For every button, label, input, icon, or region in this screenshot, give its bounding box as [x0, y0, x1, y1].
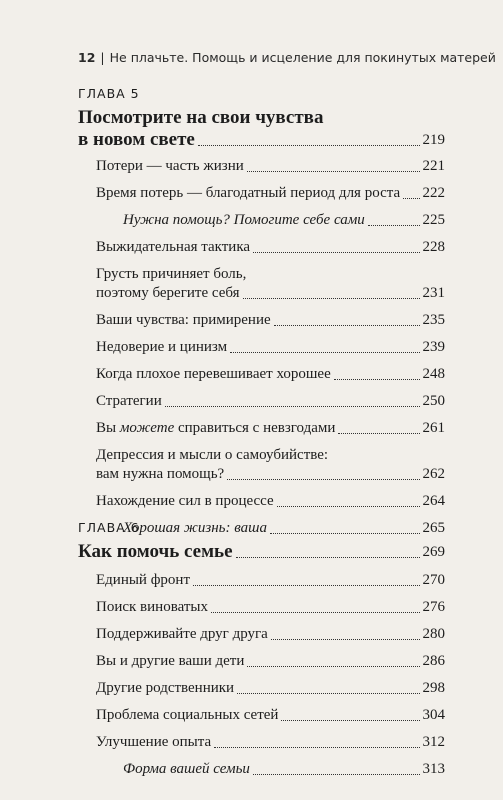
chapter-label: ГЛАВА 6 [78, 520, 140, 535]
dot-leader [368, 225, 420, 226]
running-head-separator: | [100, 50, 105, 65]
dot-leader [237, 693, 419, 694]
page-ref: 286 [422, 653, 445, 669]
page-ref: 304 [422, 707, 445, 723]
page-ref: 248 [422, 366, 445, 382]
toc-entry-multiline[interactable] [78, 265, 445, 303]
toc-entry[interactable] [78, 652, 445, 671]
page-ref: 222 [422, 185, 445, 201]
entry-title: Когда плохое перевешивает хорошее [96, 366, 331, 382]
page-ref: 221 [422, 158, 445, 174]
entry-title: Время потерь — благодатный период для роста [96, 185, 401, 201]
dot-leader [253, 252, 419, 253]
toc-entry[interactable] [78, 238, 445, 257]
page-number: 12 [78, 50, 96, 65]
toc-entry[interactable] [78, 571, 445, 590]
dot-leader [211, 612, 420, 613]
dot-leader [193, 585, 419, 586]
dot-leader [214, 747, 419, 748]
dot-leader [247, 171, 420, 172]
chapter-label: ГЛАВА 5 [78, 86, 140, 101]
dot-leader [198, 145, 420, 146]
toc-entry[interactable] [78, 184, 445, 203]
toc-entry[interactable] [78, 365, 445, 384]
entry-title: Ваши чувства: примирение [96, 312, 271, 328]
entry-title: Проблема социальных сетей [96, 707, 279, 723]
dot-leader [277, 506, 420, 507]
entry-title: Недоверие и цинизм [96, 339, 228, 355]
entry-title-part: Вы [96, 420, 120, 436]
running-head [78, 50, 496, 65]
page-ref: 262 [422, 466, 445, 482]
page-ref: 298 [422, 680, 445, 696]
page-ref: 239 [422, 339, 445, 355]
page-ref: 225 [422, 212, 445, 228]
entry-title: Другие родственники [96, 680, 235, 696]
entry-title: вам нужна помощь? [96, 466, 225, 482]
page-ref: 280 [422, 626, 445, 642]
page-ref: 228 [422, 239, 445, 255]
toc-entry[interactable] [78, 338, 445, 357]
entry-title: Форма вашей семьи [123, 761, 250, 777]
page-ref: 312 [422, 734, 445, 750]
dot-leader [227, 479, 419, 480]
dot-leader [247, 666, 419, 667]
chapter-title-line: Посмотрите на свои чувства [78, 107, 324, 128]
chapter-6 [78, 520, 445, 779]
page-ref: 264 [422, 493, 445, 509]
dot-leader [403, 198, 419, 199]
page-ref: 250 [422, 393, 445, 409]
page-ref: 235 [422, 312, 445, 328]
page-ref: 276 [422, 599, 445, 615]
entry-title: поэтому берегите себя [96, 285, 240, 301]
dot-leader [338, 433, 419, 434]
entry-title: Нахождение сил в процессе [96, 493, 274, 509]
entry-title-emphasis: можете [119, 420, 175, 436]
toc-entry-last-line [96, 284, 445, 303]
toc-entry[interactable] [78, 679, 445, 698]
entry-title: Вы и другие ваши дети [96, 653, 245, 669]
entry-title: Улучшение опыта [96, 734, 212, 750]
entry-title-line: Депрессия и мысли о самоубийстве: [96, 447, 329, 463]
chapter-5 [78, 86, 445, 538]
page-ref: 269 [422, 544, 445, 560]
entry-title: Хорошая жизнь: ваша [123, 520, 267, 536]
page-ref: 270 [422, 572, 445, 588]
entry-title: Поддерживайте друг друга [96, 626, 268, 642]
page-ref: 261 [422, 420, 445, 436]
book-title: Не плачьте. Помощь и исцеление для покинутых матерей [109, 50, 496, 65]
toc-entry-multiline[interactable] [78, 446, 445, 484]
page-ref: 313 [422, 761, 445, 777]
toc-entry-box[interactable] [78, 211, 445, 230]
dot-leader [230, 352, 419, 353]
dot-leader [271, 639, 420, 640]
entry-title: Единый фронт [96, 572, 191, 588]
entry-title-part: справиться с невзгодами [174, 420, 336, 436]
dot-leader [334, 379, 420, 380]
toc-entry[interactable] [78, 392, 445, 411]
page-ref: 219 [422, 132, 445, 148]
chapter-title: Как помочь семье [78, 541, 233, 562]
entry-title: Поиск виноватых [96, 599, 208, 615]
entry-title: Стратегии [96, 393, 162, 409]
dot-leader [165, 406, 420, 407]
toc-entry[interactable] [78, 733, 445, 752]
toc-entry-chapter[interactable] [78, 541, 445, 563]
page-ref: 265 [422, 520, 445, 536]
toc-entry[interactable] [78, 311, 445, 330]
dot-leader [236, 557, 420, 558]
chapter-title-line: в новом свете [78, 129, 195, 150]
toc-entry[interactable] [78, 625, 445, 644]
page-ref: 231 [422, 285, 445, 301]
entry-title: Выжидательная тактика [96, 239, 251, 255]
toc-entry[interactable] [78, 492, 445, 511]
toc-entry[interactable] [78, 419, 445, 438]
entry-title: Нужна помощь? Помогите себе сами [123, 212, 365, 228]
entry-title-line: Грусть причиняет боль, [96, 266, 247, 282]
toc-entry[interactable] [78, 706, 445, 725]
toc-entry-last-line [96, 465, 445, 484]
toc-entry[interactable] [78, 598, 445, 617]
dot-leader [253, 774, 420, 775]
entry-title: Потери — часть жизни [96, 158, 244, 174]
dot-leader [281, 720, 419, 721]
dot-leader [274, 325, 420, 326]
toc-entry[interactable] [78, 157, 445, 176]
entry-title [96, 419, 335, 438]
toc-entry-chapter[interactable] [78, 129, 445, 151]
toc-entry-box[interactable] [78, 760, 445, 779]
dot-leader [243, 298, 420, 299]
